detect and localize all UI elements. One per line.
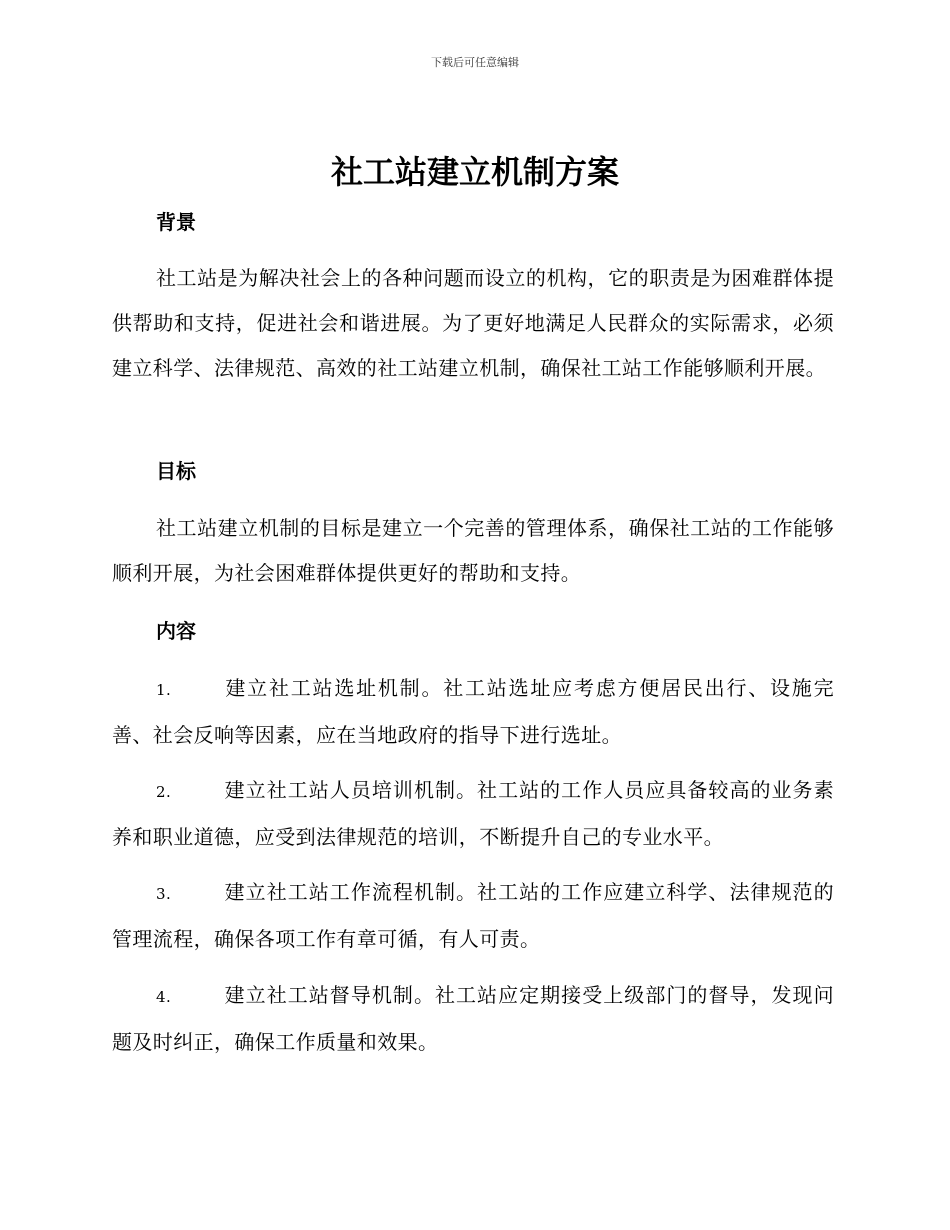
list-item [112, 666, 834, 758]
list-item-number: 1. [156, 681, 172, 699]
paragraph-background: 社工站是为解决社会上的各种问题而设立的机构，它的职责是为困难群体提供帮助和支持，促进社会和谐进展。为了更好地满足人民群众的实际需求，必须建立科学、法律规范、高效的社工站建立机制，确保社工站工作能够顺利开展。 [112, 266, 834, 380]
list-item [112, 768, 834, 860]
list-item-text: 建立社工站选址机制。社工站选址应考虑方便居民出行、设施完善、社会反响等因素，应在当地政府的指导下进行选址。 [112, 676, 834, 747]
document-title: 社工站建立机制方案 [330, 153, 619, 191]
header-note: 下载后可任意编辑 [431, 56, 519, 69]
list-item-number: 4. [156, 988, 172, 1006]
list-item-number: 3. [156, 885, 172, 903]
list-item-number: 2. [156, 783, 172, 801]
section-heading-goal: 目标 [156, 459, 196, 483]
list-item [112, 973, 834, 1065]
list-item-text: 建立社工站督导机制。社工站应定期接受上级部门的督导，发现问题及时纠正，确保工作质量和效果。 [112, 983, 834, 1054]
list-item [112, 870, 834, 962]
section-heading-content: 内容 [156, 619, 196, 643]
list-item-text: 建立社工站人员培训机制。社工站的工作人员应具备较高的业务素养和职业道德，应受到法律规范的培训，不断提升自己的专业水平。 [112, 778, 834, 849]
list-item-text: 建立社工站工作流程机制。社工站的工作应建立科学、法律规范的管理流程，确保各项工作有章可循，有人可责。 [112, 880, 834, 951]
paragraph-goal: 社工站建立机制的目标是建立一个完善的管理体系，确保社工站的工作能够顺利开展，为社会困难群体提供更好的帮助和支持。 [112, 516, 834, 585]
section-heading-background: 背景 [156, 210, 196, 234]
